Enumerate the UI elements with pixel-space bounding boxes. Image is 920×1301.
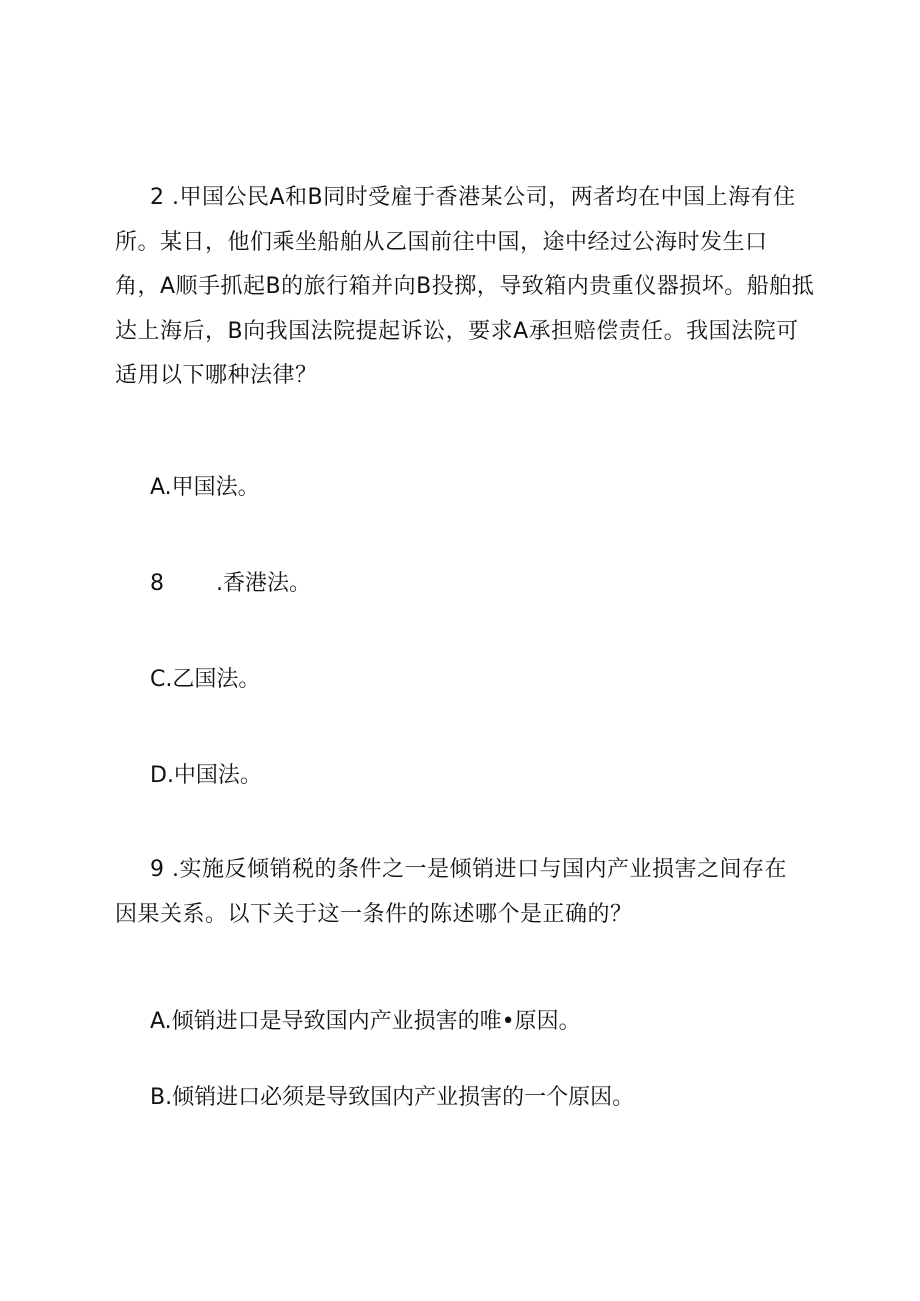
question-2-line-4: 达上海后，B向我国法院提起诉讼，要求A承担赔偿责任。我国法院可 — [115, 318, 799, 344]
question-2-option-c: C.乙国法。 — [150, 667, 261, 692]
question-9-option-b: B.倾销进口必须是导致国内产业损害的一个原因。 — [150, 1085, 635, 1110]
question-9-stem — [115, 848, 830, 937]
question-9-line-1: 9 .实施反倾销税的条件之一是倾销进口与国内产业损害之间存在 — [150, 857, 787, 882]
question-2-option-b-text: .香港法。 — [216, 571, 311, 596]
question-2-option-a: A.甲国法。 — [150, 475, 260, 500]
question-2-stem — [115, 176, 830, 399]
question-2-line-5: 适用以下哪种法律？ — [115, 363, 318, 388]
question-2-line-1: 2 .甲国公民A和B同时受雇于香港某公司，两者均在中国上海有住 — [150, 185, 796, 210]
question-2-option-d: D.中国法。 — [150, 763, 262, 788]
question-2-option-b-number: 8 — [150, 571, 164, 596]
question-9-option-a: A.倾销进口是导致国内产业损害的唯•原因。 — [150, 1009, 581, 1034]
question-9-line-2: 因果关系。以下关于这一条件的陈述哪个是正确的？ — [115, 901, 633, 927]
question-2-line-2: 所。某日，他们乘坐船舶从乙国前往中国，途中经过公海时发生口 — [115, 229, 768, 255]
question-2-line-3: 角，A顺手抓起B的旅行箱并向B投掷，导致箱内贵重仪器损坏。船舶抵 — [115, 274, 815, 299]
question-2-option-b — [150, 569, 311, 599]
